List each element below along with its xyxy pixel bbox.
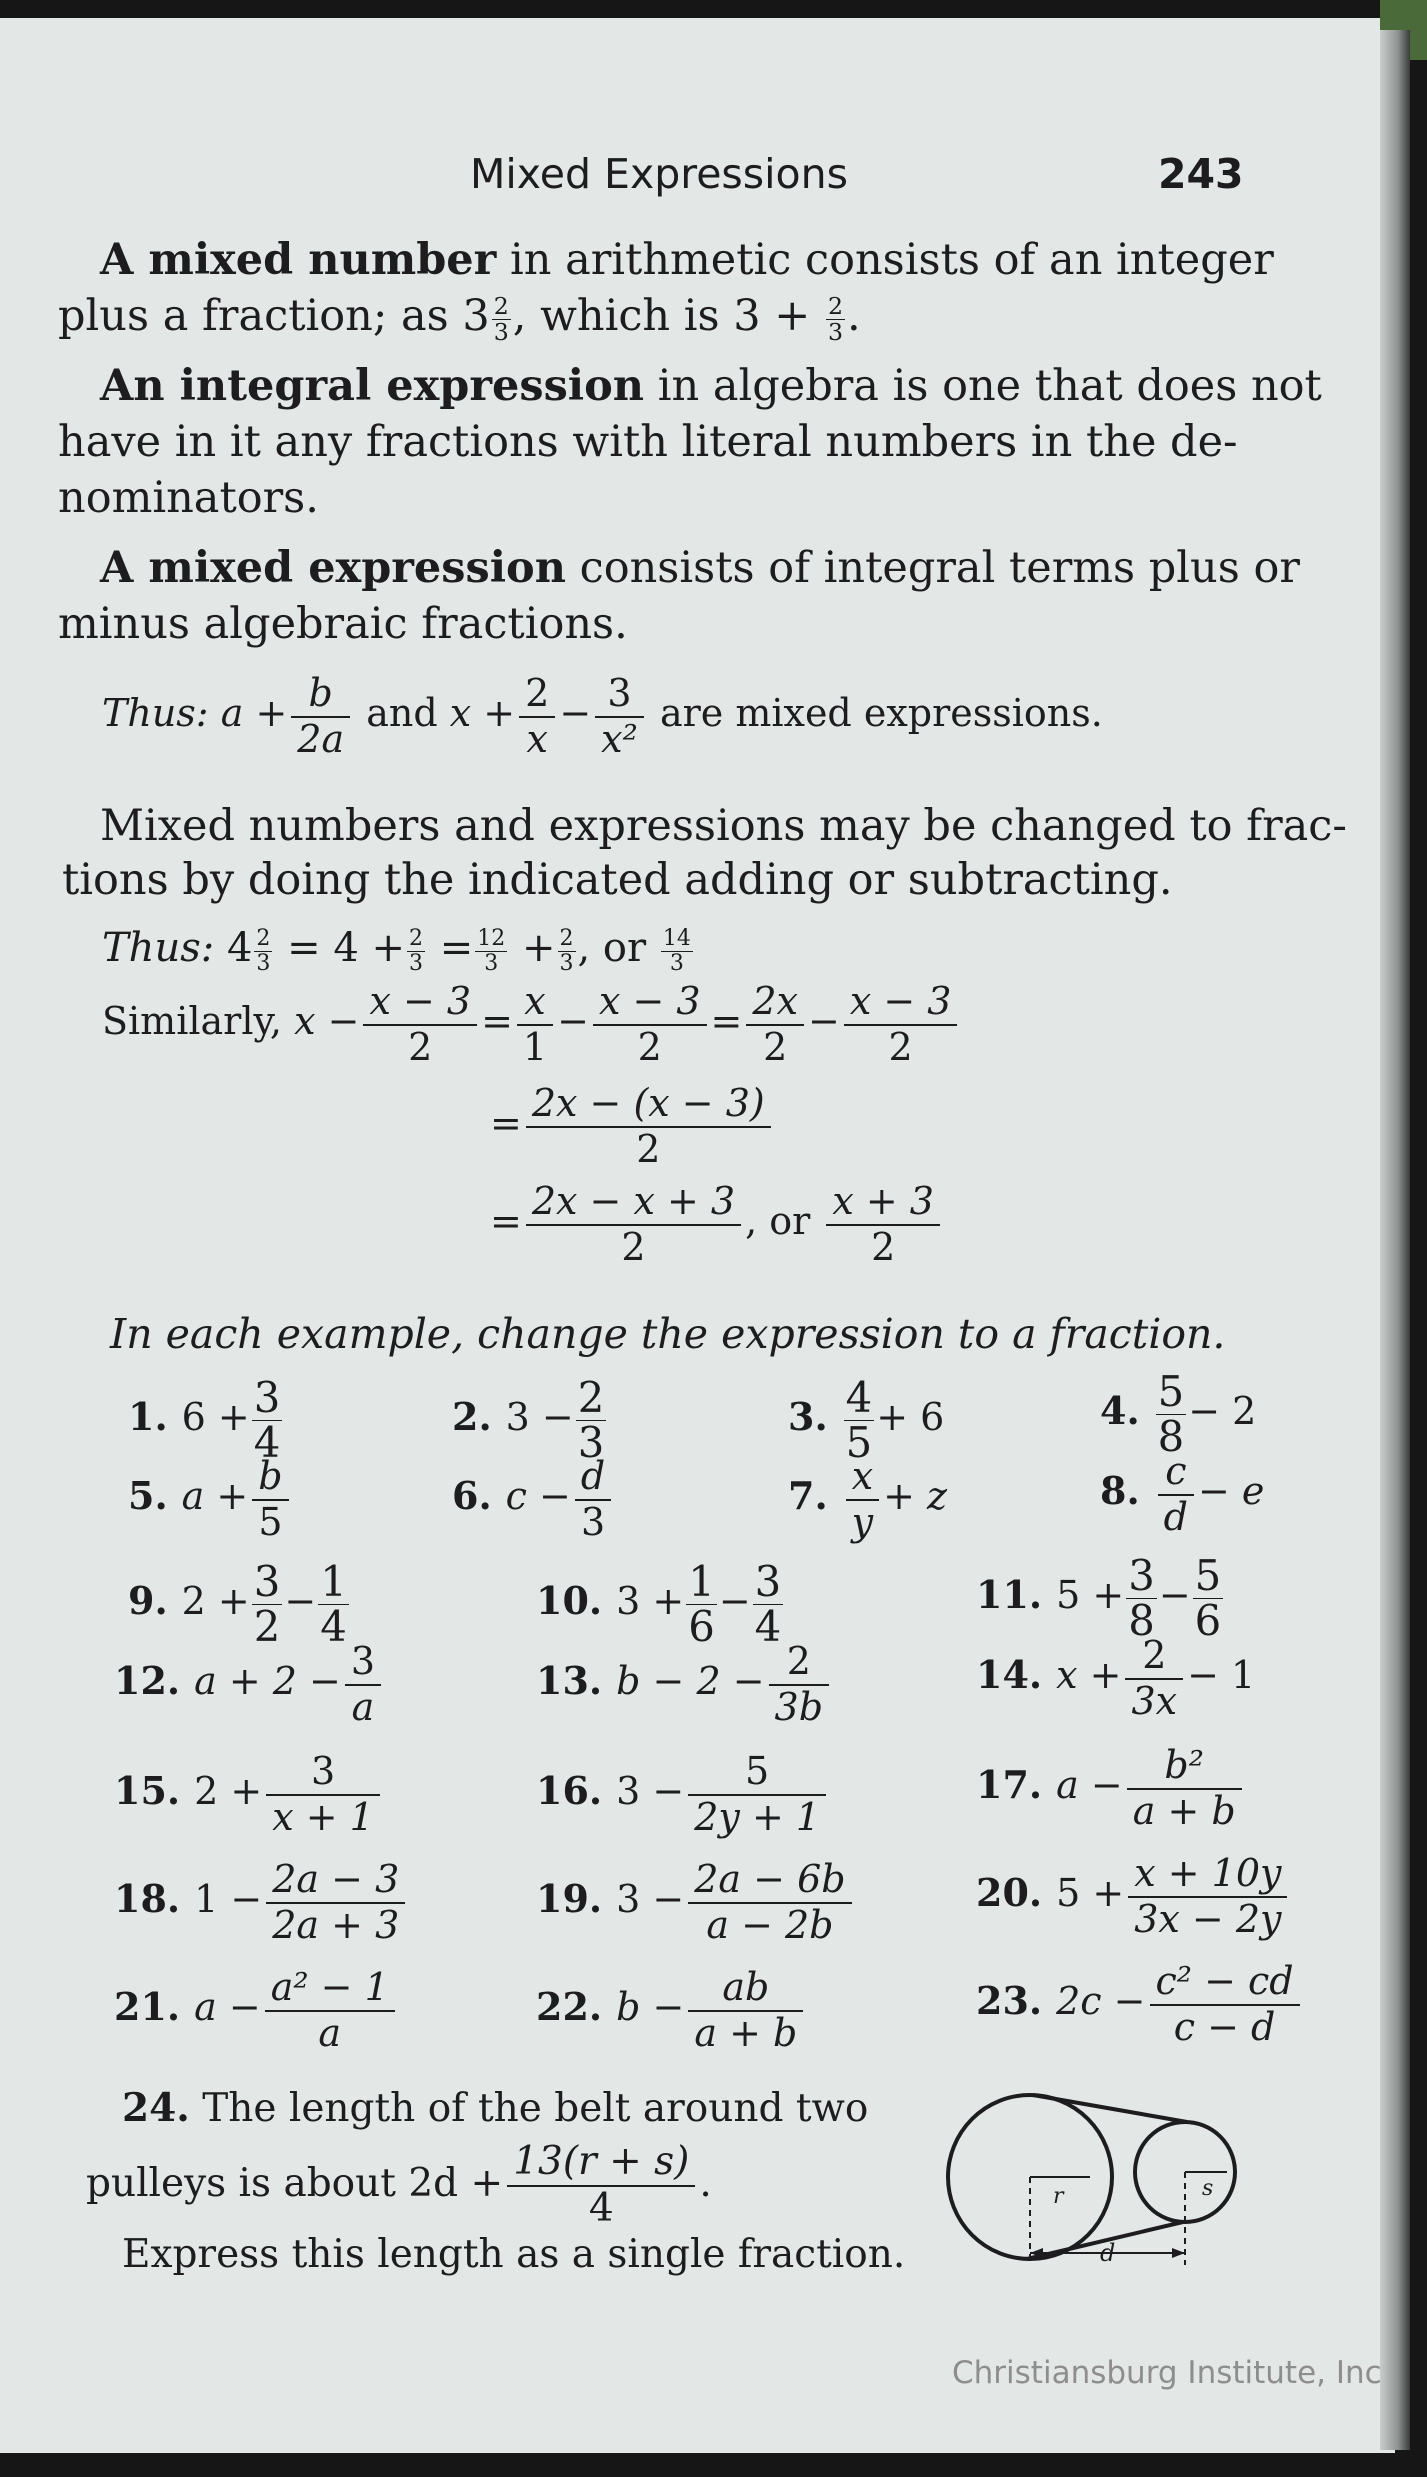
- exercise-21: 21. a − $\frac{\text{a² − 1}}{a}$: [114, 1966, 399, 2055]
- exercise-3: 3. $\frac{4}{5}$ + 6: [788, 1373, 945, 1467]
- fraction: $\frac{1}{4}$: [320, 1557, 347, 1651]
- exercise-7: 7. $\frac{x}{y}$ + z: [788, 1454, 948, 1544]
- exercise-4: 4. $\frac{5}{8}$ − 2: [1100, 1367, 1257, 1461]
- fraction: $\frac{3}{4}$: [754, 1557, 782, 1651]
- exercise-16: 16. 3 − $\frac{5}{2y + 1}$: [536, 1750, 830, 1839]
- fraction: $\frac{x - 3}{2}$: [363, 980, 477, 1069]
- exercise-6: 6. c − $\frac{d}{3}$: [452, 1455, 615, 1544]
- para-change-line2: tions by doing the indicated adding or subtracting.: [62, 855, 1173, 905]
- exercise-14: 14. x + $\frac{2}{3x}$ − 1: [976, 1633, 1256, 1723]
- fraction: $\frac{14}{3}$: [662, 926, 691, 976]
- fraction: $\frac{3}{x + 1}$: [266, 1750, 380, 1839]
- fraction: $\frac{b}{2a}$: [291, 672, 350, 761]
- para-integral-line2: have in it any fractions with literal numbers in the de-: [58, 417, 1238, 467]
- fraction: $\frac{5}{2y + 1}$: [688, 1750, 826, 1839]
- para-change-line1: Mixed numbers and expressions may be changed to frac-: [100, 801, 1347, 851]
- problem-24-line1: 24. The length of the belt around two: [122, 2085, 869, 2131]
- fraction: $\frac{5}{8}$: [1157, 1367, 1185, 1461]
- fraction: $\frac{3}{8}$: [1128, 1551, 1155, 1645]
- fraction: $\frac{ab}{a + b}$: [688, 1966, 803, 2055]
- page-number: 243: [1158, 150, 1244, 198]
- fraction: $\frac{12}{3}$: [477, 926, 506, 976]
- fraction: $\frac{2x}{2}$: [746, 980, 804, 1069]
- belt-top: [1033, 2095, 1187, 2122]
- fraction: $\frac{2a - 6b}{a - 2b}$: [688, 1858, 851, 1947]
- fraction: $\frac{\text{a² − 1}}{a}$: [265, 1966, 395, 2055]
- fraction: $\frac{x + 10y}{3x - 2y}$: [1128, 1852, 1287, 1941]
- fraction: $\frac{3}{\text{x²}}$: [595, 672, 644, 761]
- label-d: d: [1100, 2239, 1116, 2267]
- fraction: $\frac{x + 3}{2}$: [826, 1180, 940, 1269]
- instructions: In each example, change the expression to a fraction.: [110, 1310, 1226, 1358]
- label-s: s: [1202, 2176, 1214, 2201]
- para-mixed-expression-line2: minus algebraic fractions.: [58, 599, 628, 649]
- exercise-8: 8. $\frac{c}{d}$ − e: [1100, 1449, 1265, 1539]
- fraction: $\frac{13(r + s)}{4}$: [507, 2140, 695, 2232]
- fraction: $\frac{x - 3}{2}$: [593, 980, 707, 1069]
- fraction: $\frac{2x - (x - 3)}{2}$: [526, 1082, 771, 1171]
- exercise-18: 18. 1 − $\frac{2a - 3}{2a + 3}$: [114, 1858, 409, 1947]
- fraction: $\frac{d}{3}$: [575, 1455, 611, 1544]
- fraction: $\frac{c}{d}$: [1158, 1450, 1194, 1539]
- page-title: Mixed Expressions: [470, 150, 848, 198]
- fraction: $\frac{1}{6}$: [688, 1557, 715, 1651]
- fraction: $\frac{x - 3}{2}$: [844, 980, 958, 1069]
- exercise-22: 22. b − $\frac{ab}{a + b}$: [536, 1966, 807, 2055]
- fraction: $\frac{3}{4}$: [253, 1373, 281, 1467]
- fraction: $\frac{2a - 3}{2a + 3}$: [266, 1858, 405, 1947]
- exercise-19: 19. 3 − $\frac{2a - 6b}{a - 2b}$: [536, 1858, 856, 1947]
- fraction: $\frac{x}{1}$: [517, 980, 553, 1069]
- fraction: $\frac{3}{a}$: [345, 1640, 381, 1729]
- exercise-5: 5. a + $\frac{b}{5}$: [128, 1455, 293, 1544]
- similarly-line1: Similarly, x − $\frac{x - 3}{2}$ = $\frac{x}{1}$ − $\frac{x - 3}{2}$ = $\frac{2x}{2}$ − $\frac{x - 3}{2}$: [102, 980, 961, 1069]
- label-r: r: [1053, 2184, 1064, 2209]
- example-mixed-number: Thus: 4 $\frac{2}{3}$ = 4 + $\frac{2}{3}$ = $\frac{12}{3}$ + $\frac{2}{3}$ , or $\frac{14}{3}$: [102, 925, 691, 976]
- exercise-1: 1. 6 + $\frac{3}{4}$: [128, 1373, 281, 1467]
- exercise-15: 15. 2 + $\frac{3}{x + 1}$: [114, 1750, 384, 1839]
- fraction: $\frac{2}{3}$: [559, 926, 574, 976]
- similarly-line2: = $\frac{2x - (x - 3)}{2}$: [490, 1082, 775, 1171]
- exercise-17: 17. a − $\frac{\text{b²}}{a + b}$: [976, 1744, 1246, 1833]
- watermark: Christiansburg Institute, Inc: [952, 2355, 1382, 2391]
- fraction: $\frac{b}{5}$: [252, 1455, 288, 1544]
- fraction: $\frac{5}{6}$: [1194, 1551, 1222, 1645]
- fraction: $\frac{2}{3}$: [409, 926, 424, 976]
- problem-24-line2: pulleys is about 2d + $\frac{13(r + s)}{4}$ .: [86, 2139, 712, 2231]
- fraction: $\frac{3}{2}$: [253, 1557, 281, 1651]
- fraction: $\frac{2x - x + 3}{2}$: [526, 1180, 741, 1269]
- fraction: $\frac{2}{3}$: [256, 926, 271, 976]
- exercise-12: 12. a + 2 − $\frac{3}{a}$: [114, 1640, 385, 1729]
- exercise-10: 10. 3 + $\frac{1}{6}$ − $\frac{3}{4}$: [536, 1557, 782, 1651]
- example-mixed-expressions: Thus: a + $\frac{b}{2a}$ and x + $\frac{2}{x}$ − $\frac{3}{\text{x²}}$ are mixed expressions.: [102, 671, 1103, 761]
- arrow-right-icon: [1172, 2248, 1185, 2258]
- exercise-23: 23. 2c − $\frac{\text{c² − cd}}{c - d}$: [976, 1960, 1304, 2049]
- para-integral-line1: An integral expression in algebra is one that does not: [100, 361, 1322, 411]
- exercise-20: 20. 5 + $\frac{x + 10y}{3x - 2y}$: [976, 1852, 1291, 1941]
- fraction: $\frac{2}{3}$: [493, 291, 509, 346]
- para-mixed-number-line2: plus a fraction; as 3 $\frac{2}{3}$ , which is 3 + $\frac{2}{3}$ .: [58, 291, 861, 346]
- para-integral-line3: nominators.: [58, 473, 319, 523]
- fraction: $\frac{4}{5}$: [845, 1373, 873, 1467]
- exercise-2: 2. 3 − $\frac{2}{3}$: [452, 1373, 605, 1467]
- para-mixed-expression-line1: A mixed expression consists of integral terms plus or: [100, 543, 1300, 593]
- exercise-11: 11. 5 + $\frac{3}{8}$ − $\frac{5}{6}$: [976, 1551, 1222, 1645]
- exercise-9: 9. 2 + $\frac{3}{2}$ − $\frac{1}{4}$: [128, 1557, 347, 1651]
- pulley-diagram: [935, 2075, 1255, 2285]
- para-mixed-number-line1: A mixed number in arithmetic consists of an integer: [100, 235, 1274, 285]
- problem-24-line3: Express this length as a single fraction.: [122, 2232, 906, 2277]
- fraction: $\frac{2}{3x}$: [1125, 1634, 1183, 1723]
- fraction: $\frac{2}{3}$: [828, 291, 844, 346]
- fraction: $\frac{2}{3b}$: [769, 1640, 830, 1729]
- similarly-line3: = $\frac{2x - x + 3}{2}$ , or $\frac{x + 3}{2}$: [490, 1180, 944, 1269]
- fraction: $\frac{2}{3}$: [577, 1373, 605, 1467]
- page-edge: [1380, 30, 1410, 2450]
- fraction: $\frac{\text{c² − cd}}{c - d}$: [1150, 1960, 1300, 2049]
- fraction: $\frac{x}{y}$: [846, 1455, 879, 1544]
- fraction: $\frac{\text{b²}}{a + b}$: [1127, 1744, 1242, 1833]
- exercise-13: 13. b − 2 − $\frac{2}{3b}$: [536, 1640, 833, 1729]
- fraction: $\frac{2}{x}$: [519, 672, 555, 761]
